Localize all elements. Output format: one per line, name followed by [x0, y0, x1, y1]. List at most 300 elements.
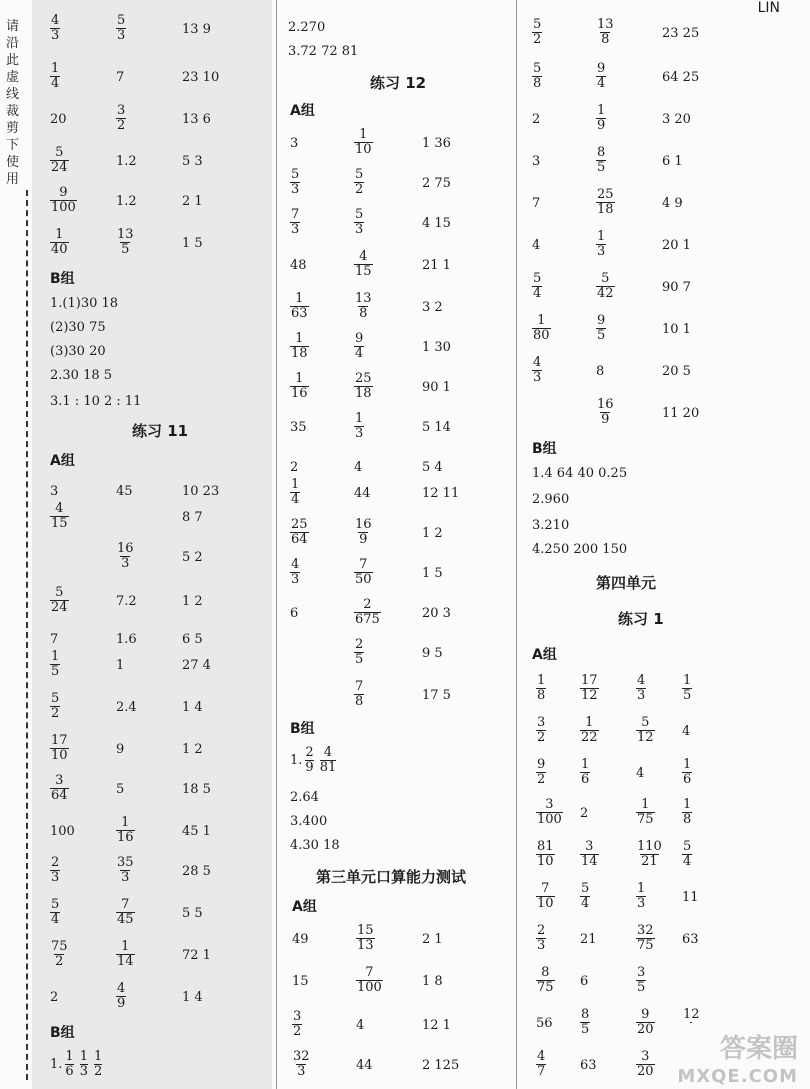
- numerator: 1: [291, 477, 300, 492]
- answer-line: 1.4 64 40 0.25: [532, 466, 628, 481]
- numerator: 5: [291, 167, 300, 182]
- answer-value: 5 14: [422, 420, 451, 435]
- denominator: 5: [51, 664, 60, 679]
- section-heading: 第三单元口算能力测试: [316, 868, 467, 886]
- fraction: [596, 18, 615, 47]
- answer-value: 1 2: [182, 594, 203, 609]
- numerator: 9: [641, 1007, 650, 1022]
- answer-value: 44: [354, 486, 371, 501]
- answer-value: 2: [532, 112, 541, 127]
- denominator: 4: [51, 76, 60, 91]
- denominator: 2: [55, 954, 64, 969]
- denominator: 3: [121, 556, 130, 571]
- answer-value: 1 2: [422, 526, 443, 541]
- numerator: 1: [537, 673, 546, 688]
- fraction: [305, 746, 313, 775]
- numerator: 2: [537, 923, 546, 938]
- answer-value: 8: [596, 364, 605, 379]
- numerator: 81: [537, 839, 554, 854]
- brand-logo: LIN: [757, 0, 780, 16]
- denominator: 13: [357, 938, 374, 953]
- denominator: 3: [51, 870, 60, 885]
- answer-value: 2 1: [422, 932, 443, 947]
- answer-value: 2: [50, 990, 59, 1005]
- answer-value: 1.6: [116, 632, 137, 647]
- watermark-url: MXQE.COM: [677, 1066, 798, 1087]
- answer-line: 3.72 72 81: [288, 44, 359, 59]
- numerator: 13: [355, 291, 372, 306]
- fraction: [354, 638, 364, 667]
- denominator: 4: [291, 492, 300, 507]
- answer-value: 10 1: [662, 322, 691, 337]
- fraction: [580, 758, 590, 787]
- numerator: 5: [683, 839, 692, 854]
- numerator: 1: [597, 103, 606, 118]
- answer-line: 3.1 : 10 2 : 11: [50, 394, 142, 409]
- numerator: 9: [355, 331, 364, 346]
- answer-value: 4: [636, 766, 645, 781]
- numerator: 4: [117, 981, 126, 996]
- denominator: 8: [683, 812, 692, 827]
- answer-value: 48: [290, 258, 307, 273]
- denominator: 3: [355, 222, 364, 237]
- fraction: [636, 1050, 655, 1079]
- fraction: [290, 478, 300, 507]
- answer-value: 6 1: [662, 154, 683, 169]
- line-prefix: 1.: [50, 1057, 63, 1072]
- numerator: 3: [641, 1049, 650, 1064]
- answer-value: 11: [682, 890, 699, 905]
- numerator: 7: [541, 881, 550, 896]
- numerator: 16: [117, 541, 134, 556]
- section-heading: 练习 11: [132, 422, 189, 440]
- denominator: 5: [683, 688, 692, 703]
- fraction: [636, 798, 655, 827]
- fraction: [356, 924, 375, 953]
- fraction: [636, 840, 663, 869]
- group-label: A组: [50, 453, 75, 469]
- numerator: 4: [533, 355, 542, 370]
- numerator: 5: [581, 881, 590, 896]
- numerator: 1: [55, 227, 64, 242]
- denominator: 75: [537, 980, 554, 995]
- numerator: 1: [121, 939, 130, 954]
- group-label: A组: [532, 647, 557, 663]
- answer-value: 45: [116, 484, 133, 499]
- answer-value: 5 2: [182, 550, 203, 565]
- answer-value: 6: [580, 974, 589, 989]
- denominator: 75: [637, 812, 654, 827]
- answer-value: 18 5: [182, 782, 211, 797]
- answer-value: 9 5: [422, 646, 443, 661]
- fraction: [50, 228, 69, 257]
- denominator: 2: [537, 730, 546, 745]
- denominator: 3: [537, 938, 546, 953]
- numerator: 25: [291, 517, 308, 532]
- fraction: [290, 372, 309, 401]
- denominator: 14: [117, 954, 134, 969]
- numerator: 12: [683, 1007, 700, 1022]
- denominator: 15: [355, 264, 372, 279]
- column-divider: [276, 0, 277, 1089]
- numerator: 4: [51, 13, 60, 28]
- numerator: 3: [545, 797, 554, 812]
- cut-margin: [0, 0, 30, 1089]
- numerator: 3: [293, 1009, 302, 1024]
- denominator: 3: [355, 426, 364, 441]
- numerator: 5: [641, 715, 650, 730]
- answer-value: 3: [290, 136, 299, 151]
- group-label: A组: [290, 103, 315, 119]
- answer-value: 3: [532, 154, 541, 169]
- denominator: 4: [683, 854, 692, 869]
- fraction: [536, 1050, 546, 1079]
- fraction: [536, 798, 563, 827]
- answer-value: 2 125: [422, 1058, 460, 1073]
- fraction: [50, 586, 69, 615]
- numerator: 1: [585, 715, 594, 730]
- denominator: 4: [533, 286, 542, 301]
- fraction: [50, 186, 77, 215]
- fraction: [596, 230, 606, 259]
- fraction: [532, 356, 542, 385]
- answer-value: 1 36: [422, 136, 451, 151]
- numerator: 2: [51, 855, 60, 870]
- denominator: 7: [537, 1064, 546, 1079]
- fraction: [536, 674, 546, 703]
- denominator: 3: [121, 870, 130, 885]
- fraction: [354, 128, 373, 157]
- answer-value: 90 1: [422, 380, 451, 395]
- numerator: 25: [597, 187, 614, 202]
- numerator: 35: [117, 855, 134, 870]
- numerator: 32: [293, 1049, 310, 1064]
- fraction: [580, 1008, 590, 1037]
- denominator: 63: [291, 306, 308, 321]
- answer-value: 21: [580, 932, 597, 947]
- fraction: [536, 882, 555, 911]
- denominator: 3: [117, 28, 126, 43]
- answer-value: 49: [292, 932, 309, 947]
- answer-line: 2.960: [532, 492, 570, 507]
- numerator: 25: [355, 371, 372, 386]
- fraction: [532, 18, 542, 47]
- fraction: [94, 1050, 102, 1079]
- denominator: 18: [597, 202, 614, 217]
- answer-value: 15: [292, 974, 309, 989]
- fraction: [116, 982, 126, 1011]
- answer-line: (3)30 20: [50, 344, 106, 359]
- denominator: 5: [121, 242, 130, 257]
- fraction: [116, 898, 135, 927]
- denominator: 45: [117, 912, 134, 927]
- fraction: [636, 674, 646, 703]
- numerator: 4: [55, 501, 64, 516]
- fraction: [65, 1050, 73, 1079]
- answer-line: [50, 1050, 105, 1079]
- answer-value: 13 6: [182, 112, 211, 127]
- denominator: 5: [597, 328, 606, 343]
- answer-line: [290, 746, 339, 775]
- fraction: [596, 188, 615, 217]
- numerator: 7: [121, 897, 130, 912]
- numerator: 17: [51, 733, 68, 748]
- denominator: 16: [117, 830, 134, 845]
- answer-column-2: [280, 0, 512, 1089]
- numerator: 5: [51, 691, 60, 706]
- dashed-cut-line: [26, 190, 28, 1080]
- denominator: 9: [117, 996, 126, 1011]
- denominator: 21: [641, 854, 658, 869]
- fraction: [116, 14, 126, 43]
- denominator: 5: [581, 1022, 590, 1037]
- numerator: 13: [597, 17, 614, 32]
- numerator: 7: [291, 207, 300, 222]
- fraction: [290, 292, 309, 321]
- fraction: [290, 558, 300, 587]
- answer-value: 1 8: [422, 974, 443, 989]
- answer-value: 1 30: [422, 340, 451, 355]
- fraction: [532, 62, 542, 91]
- answer-value: 63: [580, 1058, 597, 1073]
- fraction: [682, 840, 692, 869]
- denominator: 16: [291, 386, 308, 401]
- denominator: 10: [537, 896, 554, 911]
- answer-value: 1 4: [182, 990, 203, 1005]
- answer-value: 72 1: [182, 948, 211, 963]
- fraction: [682, 1008, 701, 1023]
- fraction: [532, 314, 551, 343]
- fraction: [356, 966, 383, 995]
- denominator: 8: [359, 306, 368, 321]
- fraction: [580, 674, 599, 703]
- answer-value: 3: [50, 484, 59, 499]
- answer-line: 3.210: [532, 518, 570, 533]
- numerator: 5: [601, 271, 610, 286]
- fraction: [50, 734, 69, 763]
- numerator: 1: [295, 291, 304, 306]
- fraction: [354, 332, 364, 361]
- section-heading: 练习 1: [618, 610, 664, 628]
- fraction: [536, 924, 546, 953]
- group-label: B组: [290, 721, 315, 737]
- numerator: 5: [51, 897, 60, 912]
- answer-value: 35: [290, 420, 307, 435]
- numerator: 4: [637, 673, 646, 688]
- fraction: [596, 146, 606, 175]
- numerator: 1: [51, 649, 60, 664]
- answer-column-1: [32, 0, 272, 1089]
- answer-value: 20 5: [662, 364, 691, 379]
- numerator: 3: [537, 715, 546, 730]
- fraction: [536, 758, 546, 787]
- fraction: [354, 208, 364, 237]
- denominator: 5: [637, 980, 646, 995]
- fraction: [116, 104, 126, 133]
- line-prefix: 1.: [290, 753, 303, 768]
- fraction: [50, 14, 60, 43]
- answer-value: 1 4: [182, 700, 203, 715]
- fraction: [116, 228, 135, 257]
- answer-value: 10 23: [182, 484, 220, 499]
- fraction: [290, 518, 309, 547]
- numerator: 17: [581, 673, 598, 688]
- numerator: 2: [305, 745, 314, 760]
- answer-value: 12 11: [422, 486, 460, 501]
- denominator: 9: [601, 412, 610, 427]
- numerator: 1: [641, 797, 650, 812]
- answer-value: 4: [682, 724, 691, 739]
- numerator: 16: [355, 517, 372, 532]
- watermark: [677, 1029, 810, 1089]
- fraction: [116, 542, 135, 571]
- denominator: 5: [355, 652, 364, 667]
- denominator: 4: [51, 912, 60, 927]
- denominator: 2: [537, 772, 546, 787]
- denominator: 3: [291, 182, 300, 197]
- denominator: 8: [537, 688, 546, 703]
- fraction: [290, 168, 300, 197]
- numerator: 1: [121, 815, 130, 830]
- denominator: 20: [637, 1064, 654, 1079]
- denominator: 2: [117, 118, 126, 133]
- fraction: [50, 940, 69, 969]
- fraction: [50, 146, 69, 175]
- answer-column-3: [522, 0, 810, 1089]
- numerator: 2: [355, 637, 364, 652]
- numerator: 9: [59, 185, 68, 200]
- fraction: [50, 650, 60, 679]
- fraction: [320, 746, 337, 775]
- answer-value: 5: [116, 782, 125, 797]
- numerator: 7: [359, 557, 368, 572]
- numerator: 1: [597, 229, 606, 244]
- denominator: 100: [537, 812, 562, 827]
- numerator: 3: [637, 965, 646, 980]
- answer-value: 20: [50, 112, 67, 127]
- numerator: 4: [291, 557, 300, 572]
- group-label: B组: [50, 1025, 75, 1041]
- numerator: 8: [541, 965, 550, 980]
- answer-value: 5 5: [182, 906, 203, 921]
- numerator: 3: [117, 103, 126, 118]
- denominator: 2: [93, 1064, 103, 1079]
- numerator: 5: [533, 271, 542, 286]
- group-label: A组: [292, 899, 317, 915]
- fraction: [596, 398, 615, 427]
- answer-value: 23 25: [662, 26, 700, 41]
- denominator: 2: [293, 1024, 302, 1039]
- answer-value: 7: [532, 196, 541, 211]
- denominator: 24: [51, 160, 68, 175]
- group-label: B组: [50, 271, 75, 287]
- section-heading: 练习 12: [370, 74, 427, 92]
- answer-value: 21 1: [422, 258, 451, 273]
- answer-value: 64 25: [662, 70, 700, 85]
- numerator: 1: [93, 1049, 103, 1064]
- denominator: 80: [533, 328, 550, 343]
- answer-value: 28 5: [182, 864, 211, 879]
- numerator: 1: [537, 313, 546, 328]
- denominator: 15: [51, 516, 68, 531]
- answer-value: 1: [116, 658, 125, 673]
- answer-value: 1.2: [116, 194, 137, 209]
- denominator: 2: [51, 706, 60, 721]
- fraction: [292, 1050, 311, 1079]
- fraction: [354, 598, 381, 627]
- answer-value: 11 20: [662, 406, 700, 421]
- numerator: 15: [357, 923, 374, 938]
- answer-value: 2 1: [182, 194, 203, 209]
- answer-line: 4.250 200 150: [532, 542, 628, 557]
- fraction: [354, 518, 373, 547]
- denominator: 75: [637, 938, 654, 953]
- answer-value: 20 1: [662, 238, 691, 253]
- denominator: 5: [597, 160, 606, 175]
- denominator: 64: [291, 532, 308, 547]
- answer-value: 4: [354, 460, 363, 475]
- denominator: 12: [581, 688, 598, 703]
- numerator: 7: [365, 965, 374, 980]
- group-label: B组: [532, 441, 557, 457]
- fraction: [290, 208, 300, 237]
- answer-value: 3 2: [422, 300, 443, 315]
- answer-value: 23 10: [182, 70, 220, 85]
- denominator: 20: [637, 1022, 654, 1037]
- answer-value: 12 1: [422, 1018, 451, 1033]
- numerator: 110: [637, 839, 662, 854]
- numerator: 32: [637, 923, 654, 938]
- watermark-title: 答案圈: [719, 1034, 798, 1064]
- denominator: 10: [51, 748, 68, 763]
- fraction: [636, 966, 646, 995]
- numerator: 8: [597, 145, 606, 160]
- fraction: [532, 272, 542, 301]
- answer-value: 8 7: [182, 510, 203, 525]
- numerator: 5: [533, 61, 542, 76]
- numerator: 1: [79, 1049, 88, 1064]
- answer-line: 4.30 18: [290, 838, 340, 853]
- denominator: 9: [359, 532, 368, 547]
- denominator: 12: [637, 730, 654, 745]
- answer-value: 45 1: [182, 824, 211, 839]
- denominator: 3: [533, 370, 542, 385]
- denominator: 3: [291, 572, 300, 587]
- denominator: 9: [305, 760, 314, 775]
- denominator: 4: [597, 76, 606, 91]
- answer-value: 2.4: [116, 700, 137, 715]
- denominator: 3: [79, 1064, 88, 1079]
- answer-line: 2.270: [288, 20, 326, 35]
- numerator: 3: [55, 773, 64, 788]
- fraction: [354, 412, 364, 441]
- numerator: 8: [581, 1007, 590, 1022]
- fraction: [354, 168, 364, 197]
- answer-value: 56: [536, 1016, 553, 1031]
- numerator: 1: [683, 757, 692, 772]
- numerator: 2: [363, 597, 372, 612]
- numerator: 1: [295, 331, 304, 346]
- denominator: 675: [355, 612, 380, 627]
- numerator: 1: [355, 411, 364, 426]
- fraction: [354, 250, 373, 279]
- numerator: 3: [585, 839, 594, 854]
- answer-value: 4 15: [422, 216, 451, 231]
- fraction: [536, 840, 555, 869]
- denominator: 3: [637, 896, 646, 911]
- denominator: 4: [355, 346, 364, 361]
- answer-value: 6: [290, 606, 299, 621]
